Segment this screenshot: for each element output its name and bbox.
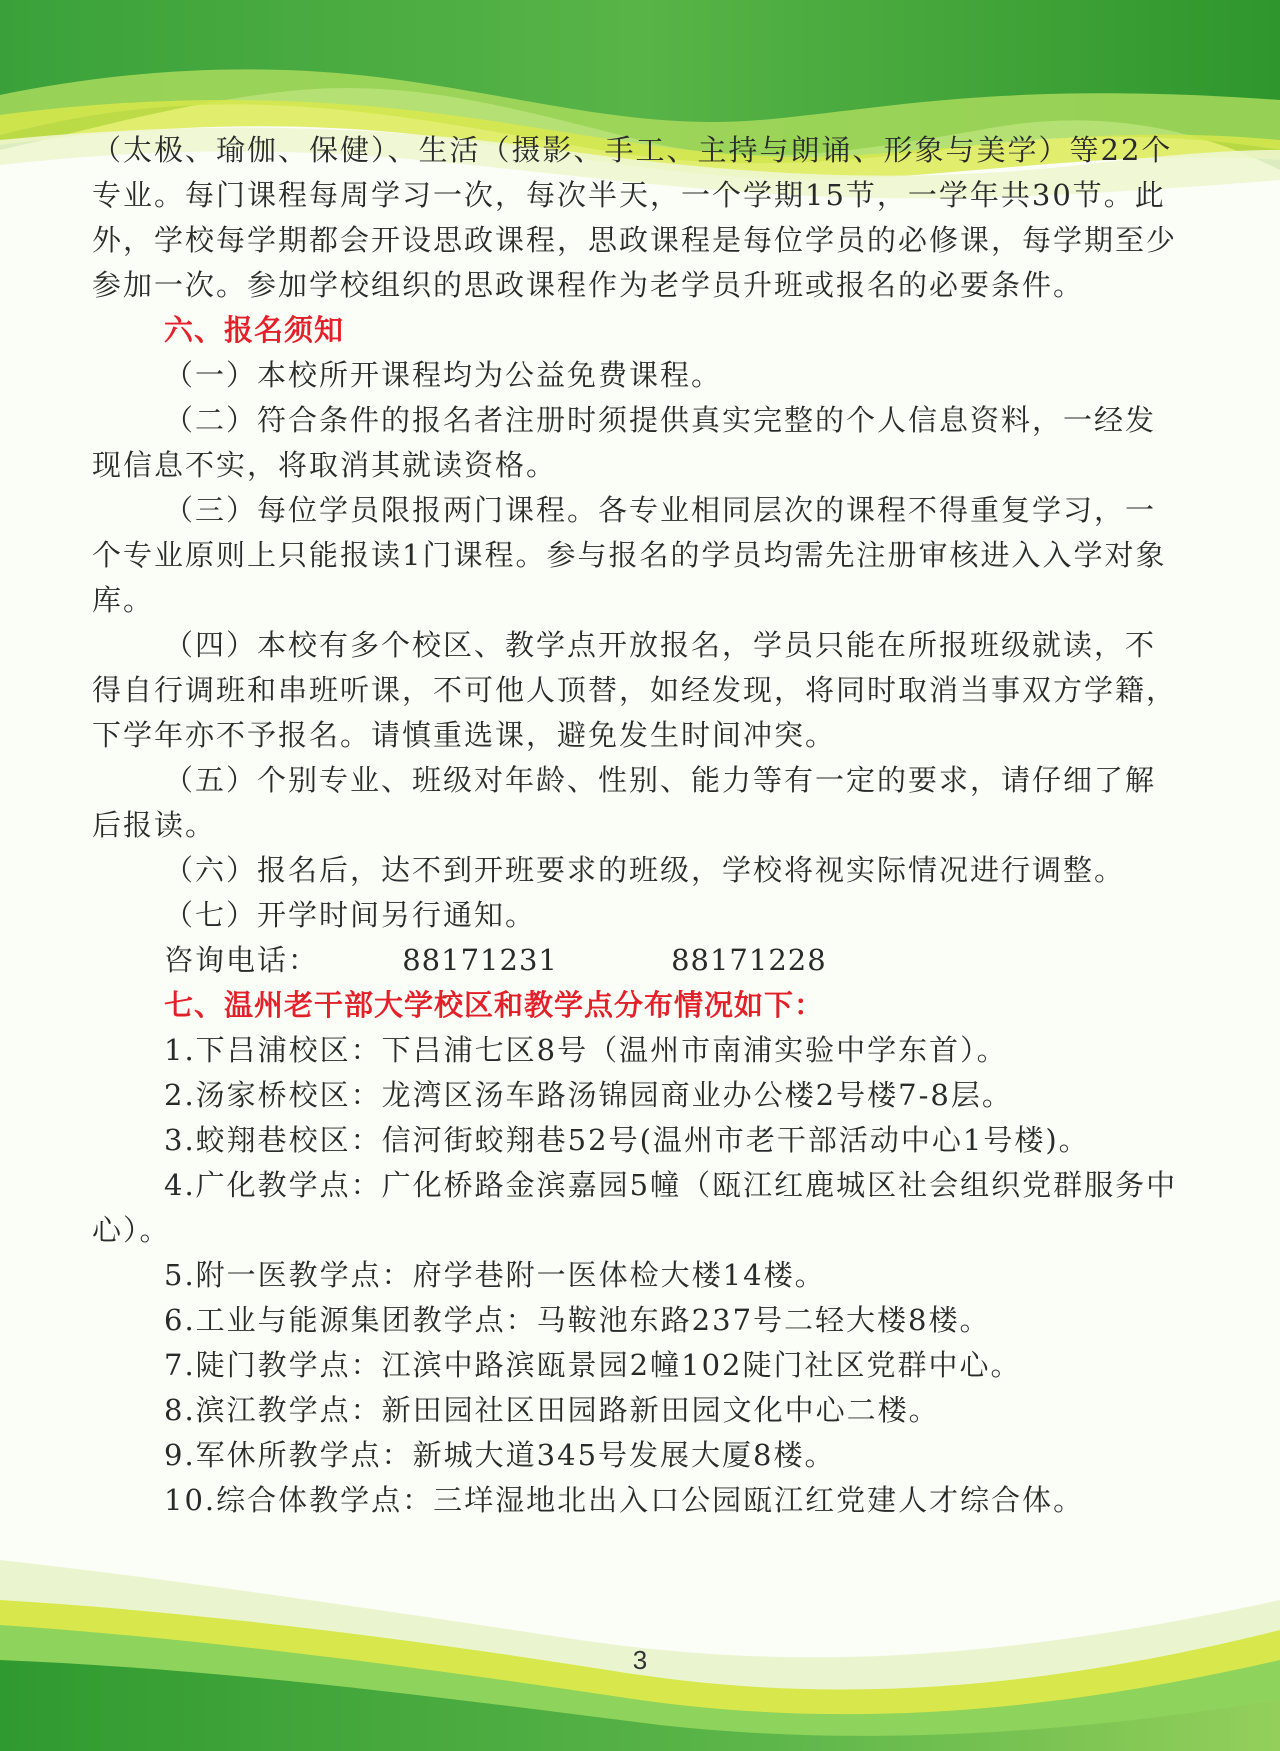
location-item: 7.陡门教学点：江滨中路滨瓯景园2幢102陡门社区党群中心。	[164, 1348, 1022, 1382]
notice-item-6: （六）报名后，达不到开班要求的班级，学校将视实际情况进行调整。	[164, 853, 1126, 887]
location-item: 5.附一医教学点：府学巷附一医体检大楼14楼。	[164, 1258, 826, 1292]
location-item: 1.下吕浦校区：下吕浦七区8号（温州市南浦实验中学东首）。	[164, 1033, 1008, 1067]
notice-item-5: （五）个别专业、班级对年龄、性别、能力等有一定的要求，请仔细了解后报读。	[92, 763, 1157, 842]
page-number: 3	[632, 1645, 648, 1675]
phone-label: 咨询电话：	[164, 943, 320, 977]
location-item: 6.工业与能源集团教学点：马鞍池东路237号二轻大楼8楼。	[164, 1303, 991, 1337]
location-item: 3.蛟翔巷校区：信河街蛟翔巷52号(温州市老干部活动中心1号楼)。	[164, 1123, 1090, 1157]
phone-number-2: 88171228	[671, 943, 827, 977]
location-item: 9.军休所教学点：新城大道345号发展大厦8楼。	[164, 1438, 836, 1472]
phone-number-1: 88171231	[402, 943, 558, 977]
location-item: 2.汤家桥校区：龙湾区汤车路汤锦园商业办公楼2号楼7-8层。	[164, 1078, 1013, 1112]
document-body	[92, 128, 1184, 1523]
notice-item-7: （七）开学时间另行通知。	[164, 898, 537, 932]
location-item: 10.综合体教学点：三垟湿地北出入口公园瓯江红党建人才综合体。	[164, 1483, 1085, 1517]
notice-item-2: （二）符合条件的报名者注册时须提供真实完整的个人信息资料，一经发现信息不实，将取消其就读资格。	[92, 403, 1157, 482]
notice-item-4: （四）本校有多个校区、教学点开放报名，学员只能在所报班级就读，不得自行调班和串班听课，不可他人顶替，如经发现，将同时取消当事双方学籍，下学年亦不予报名。请慎重选课，避免发生时间冲突。	[92, 628, 1178, 752]
consult-phone	[92, 938, 1184, 983]
notice-item-1: （一）本校所开课程均为公益免费课程。	[164, 358, 723, 392]
location-item: 8.滨江教学点：新田园社区田园路新田园文化中心二楼。	[164, 1393, 940, 1427]
location-item: 4.广化教学点：广化桥路金滨嘉园5幢（瓯江红鹿城区社会组织党群服务中心）。	[92, 1168, 1178, 1247]
intro-paragraph: （太极、瑜伽、保健）、生活（摄影、手工、主持与朗诵、形象与美学）等22个专业。每门课程每周学习一次，每次半天，一个学期15节，一学年共30节。此外，学校每学期都会开设思政课程，思政课程是每位学员的必修课，每学期至少参加一次。参加学校组织的思政课程作为老学员升班或报名的必要条件。	[92, 133, 1178, 302]
section-7-heading: 七、温州老干部大学校区和教学点分布情况如下：	[164, 988, 825, 1022]
notice-item-3: （三）每位学员限报两门课程。各专业相同层次的课程不得重复学习，一个专业原则上只能报读1门课程。参与报名的学员均需先注册审核进入入学对象库。	[92, 493, 1167, 617]
section-6-heading: 六、报名须知	[164, 313, 345, 347]
